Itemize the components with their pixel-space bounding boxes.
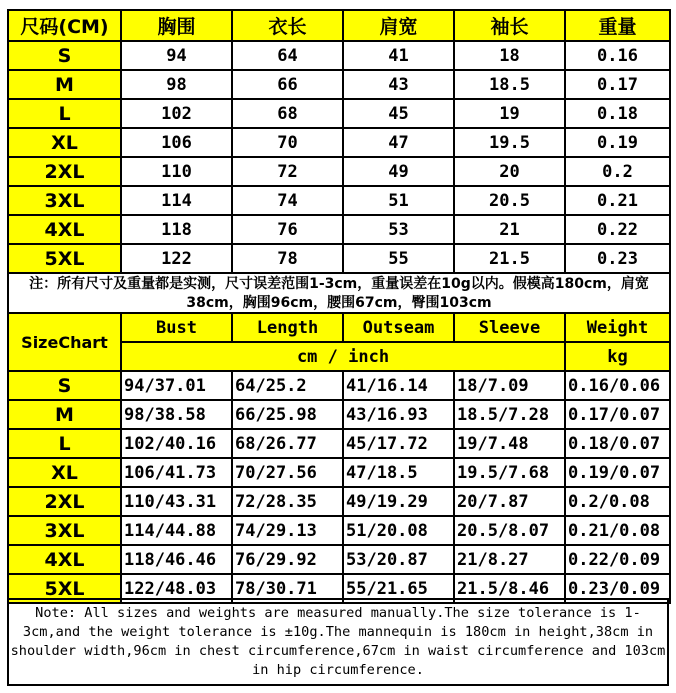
cn-header-sleeve: 袖长	[454, 10, 565, 41]
cn-cell: 49	[343, 157, 454, 186]
cn-cell: 98	[121, 70, 232, 99]
en-cell: 51/20.08	[343, 516, 454, 545]
en-cell: 74/29.13	[232, 516, 343, 545]
en-body	[8, 371, 670, 603]
en-cell: 19.5/7.68	[454, 458, 565, 487]
cn-cell: 0.2	[565, 157, 670, 186]
cn-cell: 53	[343, 215, 454, 244]
en-cell: 78/30.71	[232, 574, 343, 603]
table-row	[8, 545, 670, 574]
cn-size-cell: 4XL	[8, 215, 121, 244]
en-cell: 0.21/0.08	[565, 516, 670, 545]
cn-cell: 43	[343, 70, 454, 99]
en-cell: 122/48.03	[121, 574, 232, 603]
cn-cell: 0.23	[565, 244, 670, 273]
en-cell: 0.17/0.07	[565, 400, 670, 429]
en-cell: 114/44.88	[121, 516, 232, 545]
en-size-cell: M	[8, 400, 121, 429]
cn-cell: 41	[343, 41, 454, 70]
en-cell: 49/19.29	[343, 487, 454, 516]
en-cell: 72/28.35	[232, 487, 343, 516]
cn-cell: 20	[454, 157, 565, 186]
en-cell: 68/26.77	[232, 429, 343, 458]
cn-header-length: 衣长	[232, 10, 343, 41]
table-row	[8, 128, 670, 157]
cn-cell: 122	[121, 244, 232, 273]
en-cell: 45/17.72	[343, 429, 454, 458]
cn-cell: 102	[121, 99, 232, 128]
en-size-cell: S	[8, 371, 121, 400]
en-cell: 110/43.31	[121, 487, 232, 516]
en-cell: 0.16/0.06	[565, 371, 670, 400]
cn-size-cell: M	[8, 70, 121, 99]
en-cell: 0.19/0.07	[565, 458, 670, 487]
en-corner-label: SizeChart	[8, 313, 121, 371]
en-cell: 118/46.46	[121, 545, 232, 574]
en-cell: 41/16.14	[343, 371, 454, 400]
table-row	[8, 458, 670, 487]
en-header-row	[8, 313, 670, 342]
en-cell: 20/7.87	[454, 487, 565, 516]
cn-cell: 72	[232, 157, 343, 186]
en-cell: 0.2/0.08	[565, 487, 670, 516]
en-size-cell: XL	[8, 458, 121, 487]
cn-body	[8, 41, 670, 315]
en-cell: 53/20.87	[343, 545, 454, 574]
cn-size-cell: 2XL	[8, 157, 121, 186]
cn-cell: 45	[343, 99, 454, 128]
en-header-weight: Weight	[565, 313, 670, 342]
cn-header-size: 尺码(CM)	[8, 10, 121, 41]
cn-size-cell: XL	[8, 128, 121, 157]
cn-cell: 18	[454, 41, 565, 70]
cn-cell: 106	[121, 128, 232, 157]
cn-cell: 110	[121, 157, 232, 186]
table-row	[8, 429, 670, 458]
en-cell: 66/25.98	[232, 400, 343, 429]
cn-cell: 20.5	[454, 186, 565, 215]
en-size-table	[7, 312, 671, 604]
cn-cell: 19	[454, 99, 565, 128]
cn-cell: 94	[121, 41, 232, 70]
en-unit-main: cm / inch	[121, 342, 565, 371]
cn-cell: 55	[343, 244, 454, 273]
table-row	[8, 215, 670, 244]
cn-cell: 0.19	[565, 128, 670, 157]
en-cell: 76/29.92	[232, 545, 343, 574]
cn-header-row	[8, 10, 670, 41]
cn-cell: 66	[232, 70, 343, 99]
cn-cell: 118	[121, 215, 232, 244]
cn-cell: 0.16	[565, 41, 670, 70]
cn-cell: 70	[232, 128, 343, 157]
table-row	[8, 516, 670, 545]
table-row	[8, 70, 670, 99]
cn-cell: 19.5	[454, 128, 565, 157]
en-cell: 98/38.58	[121, 400, 232, 429]
cn-header-chest: 胸围	[121, 10, 232, 41]
cn-cell: 0.21	[565, 186, 670, 215]
en-cell: 43/16.93	[343, 400, 454, 429]
cn-cell: 0.17	[565, 70, 670, 99]
en-header-sleeve: Sleeve	[454, 313, 565, 342]
en-cell: 20.5/8.07	[454, 516, 565, 545]
en-size-cell: 4XL	[8, 545, 121, 574]
cn-note-row	[8, 273, 670, 315]
en-cell: 47/18.5	[343, 458, 454, 487]
cn-cell: 64	[232, 41, 343, 70]
en-size-cell: 3XL	[8, 516, 121, 545]
cn-cell: 78	[232, 244, 343, 273]
table-row	[8, 157, 670, 186]
cn-cell: 114	[121, 186, 232, 215]
en-cell: 94/37.01	[121, 371, 232, 400]
en-cell: 21.5/8.46	[454, 574, 565, 603]
cn-cell: 21.5	[454, 244, 565, 273]
en-cell: 18/7.09	[454, 371, 565, 400]
en-cell: 21/8.27	[454, 545, 565, 574]
en-cell: 18.5/7.28	[454, 400, 565, 429]
en-unit-weight: kg	[565, 342, 670, 371]
cn-cell: 51	[343, 186, 454, 215]
cn-cell: 74	[232, 186, 343, 215]
cn-header-weight: 重量	[565, 10, 670, 41]
table-row	[8, 41, 670, 70]
en-cell: 70/27.56	[232, 458, 343, 487]
cn-cell: 47	[343, 128, 454, 157]
table-row	[8, 400, 670, 429]
en-note-text: Note: All sizes and weights are measured manually.The size tolerance is 1-3cm,and the weight tolerance is ±10g.The mannequin is 180cm in height,38cm in shoulder width,96cm in chest circumference,67cm in waist circumference and 103cm in hip circumference.	[10, 605, 666, 678]
cn-size-cell: S	[8, 41, 121, 70]
en-size-cell: 5XL	[8, 574, 121, 603]
cn-size-table	[7, 9, 671, 316]
cn-header-shoulder: 肩宽	[343, 10, 454, 41]
cn-cell: 0.22	[565, 215, 670, 244]
en-size-cell: 2XL	[8, 487, 121, 516]
cn-cell: 0.18	[565, 99, 670, 128]
table-row	[8, 487, 670, 516]
table-row	[8, 99, 670, 128]
table-row	[8, 244, 670, 273]
cn-cell: 68	[232, 99, 343, 128]
en-cell: 0.18/0.07	[565, 429, 670, 458]
table-row	[8, 186, 670, 215]
cn-size-cell: L	[8, 99, 121, 128]
en-cell: 106/41.73	[121, 458, 232, 487]
en-cell: 55/21.65	[343, 574, 454, 603]
en-header-length: Length	[232, 313, 343, 342]
en-size-cell: L	[8, 429, 121, 458]
cn-size-cell: 5XL	[8, 244, 121, 273]
table-row	[8, 371, 670, 400]
en-cell: 0.22/0.09	[565, 545, 670, 574]
cn-size-cell: 3XL	[8, 186, 121, 215]
en-cell: 64/25.2	[232, 371, 343, 400]
cn-cell: 76	[232, 215, 343, 244]
en-header-outseam: Outseam	[343, 313, 454, 342]
en-cell: 0.23/0.09	[565, 574, 670, 603]
cn-note: 注：所有尺寸及重量都是实测，尺寸误差范围1-3cm，重量误差在10g以内。假模高180cm，肩宽38cm，胸围96cm，腰围67cm，臀围103cm	[8, 273, 670, 315]
cn-cell: 18.5	[454, 70, 565, 99]
en-note	[7, 598, 669, 686]
cn-cell: 21	[454, 215, 565, 244]
en-header-bust: Bust	[121, 313, 232, 342]
en-cell: 102/40.16	[121, 429, 232, 458]
en-cell: 19/7.48	[454, 429, 565, 458]
